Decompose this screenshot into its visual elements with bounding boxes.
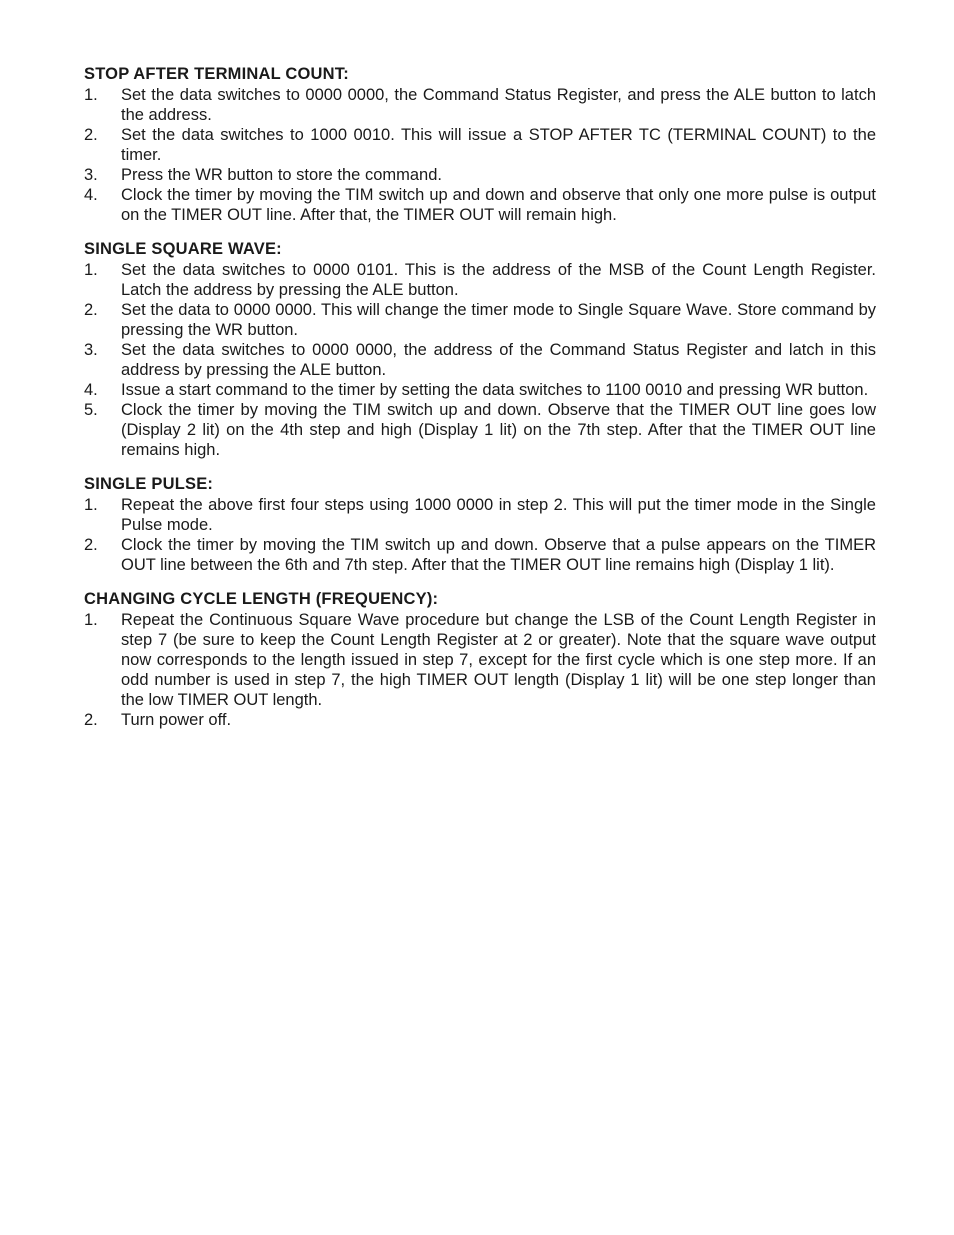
step-list bbox=[84, 495, 876, 575]
document-page bbox=[84, 64, 876, 744]
step-text: Repeat the above first four steps using 1000 0000 in step 2. This will put the timer mode in the Single Pulse mode. bbox=[121, 496, 876, 534]
step-number: 3. bbox=[84, 341, 98, 359]
list-item bbox=[84, 125, 876, 165]
list-item bbox=[84, 400, 876, 460]
step-text: Set the data switches to 1000 0010. This will issue a STOP AFTER TC (TERMINAL COUNT) to the timer. bbox=[121, 126, 876, 164]
section-stop-after-terminal-count bbox=[84, 64, 876, 225]
section-title: SINGLE PULSE: bbox=[84, 475, 214, 493]
step-number: 5. bbox=[84, 401, 98, 419]
step-number: 1. bbox=[84, 496, 98, 514]
list-item bbox=[84, 380, 876, 400]
step-text: Clock the timer by moving the TIM switch up and down and observe that only one more pulse is output on the TIMER OUT line. After that, the TIMER OUT will remain high. bbox=[121, 186, 876, 224]
step-text: Repeat the Continuous Square Wave procedure but change the LSB of the Count Length Register in step 7 (be sure to keep the Count Length Register at 2 or greater). Note that the square wave output now corresponds to the length issued in step 7, except for the first cycle which is one step more. If an odd number is used in step 7, the high TIMER OUT length (Display 1 lit) will be one step longer than the low TIMER OUT length. bbox=[121, 611, 876, 709]
step-number: 2. bbox=[84, 536, 98, 554]
step-number: 3. bbox=[84, 166, 98, 184]
list-item bbox=[84, 340, 876, 380]
step-text: Issue a start command to the timer by setting the data switches to 1100 0010 and pressing WR button. bbox=[121, 381, 869, 399]
step-number: 2. bbox=[84, 301, 98, 319]
list-item bbox=[84, 710, 876, 730]
step-text: Press the WR button to store the command. bbox=[121, 166, 442, 184]
step-number: 1. bbox=[84, 611, 98, 629]
step-text: Set the data switches to 0000 0000, the address of the Command Status Register and latch in this address by pressing the ALE button. bbox=[121, 341, 876, 379]
list-item bbox=[84, 260, 876, 300]
step-number: 1. bbox=[84, 261, 98, 279]
step-text: Clock the timer by moving the TIM switch up and down. Observe that a pulse appears on the TIMER OUT line between the 6th and 7th step. After that the TIMER OUT line remains high (Display 1 lit). bbox=[121, 536, 876, 574]
step-text: Turn power off. bbox=[121, 711, 232, 729]
step-text: Set the data to 0000 0000. This will change the timer mode to Single Square Wave. Store command by pressing the WR button. bbox=[121, 301, 876, 339]
step-list bbox=[84, 85, 876, 225]
list-item bbox=[84, 300, 876, 340]
section-single-pulse bbox=[84, 474, 876, 575]
step-list bbox=[84, 260, 876, 460]
step-number: 2. bbox=[84, 711, 98, 729]
list-item bbox=[84, 85, 876, 125]
list-item bbox=[84, 610, 876, 710]
section-title: STOP AFTER TERMINAL COUNT: bbox=[84, 65, 349, 83]
section-title: CHANGING CYCLE LENGTH (FREQUENCY): bbox=[84, 590, 439, 608]
list-item bbox=[84, 165, 876, 185]
section-single-square-wave bbox=[84, 239, 876, 460]
step-text: Set the data switches to 0000 0101. This is the address of the MSB of the Count Length Register. Latch the address by pressing the ALE button. bbox=[121, 261, 876, 299]
list-item bbox=[84, 185, 876, 225]
step-number: 2. bbox=[84, 126, 98, 144]
step-text: Clock the timer by moving the TIM switch up and down. Observe that the TIMER OUT line goes low (Display 2 lit) on the 4th step and high (Display 1 lit) on the 7th step. After that the TIMER OUT line remains high. bbox=[121, 401, 876, 459]
section-changing-cycle-length bbox=[84, 589, 876, 730]
step-text: Set the data switches to 0000 0000, the Command Status Register, and press the ALE button to latch the address. bbox=[121, 86, 876, 124]
step-number: 4. bbox=[84, 381, 98, 399]
step-list bbox=[84, 610, 876, 730]
list-item bbox=[84, 535, 876, 575]
step-number: 1. bbox=[84, 86, 98, 104]
step-number: 4. bbox=[84, 186, 98, 204]
list-item bbox=[84, 495, 876, 535]
section-title: SINGLE SQUARE WAVE: bbox=[84, 240, 282, 258]
